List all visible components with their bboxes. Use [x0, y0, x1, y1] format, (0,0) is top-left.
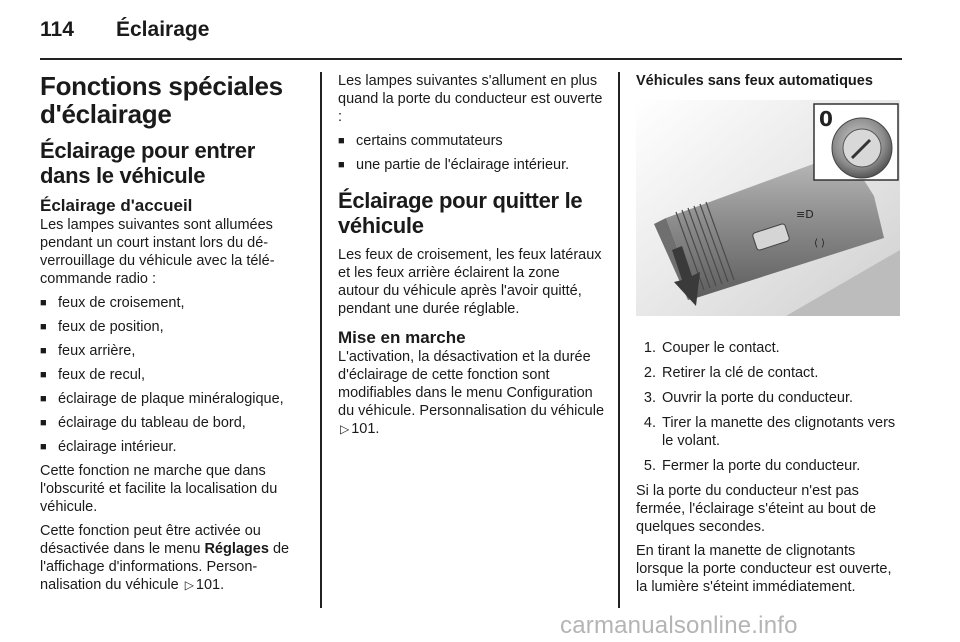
subheading-no-auto-lights: Véhicules sans feux automatiques: [636, 73, 873, 89]
door-lamps-intro: Les lampes suivantes s'allument en plus quand la porte du conducteur est ouverte :: [338, 73, 603, 125]
column-1: [40, 72, 306, 600]
list-item: ■ éclairage intérieur.: [40, 438, 306, 456]
watermark: carmanualsonline.info: [560, 612, 798, 639]
settings-menu-name: Réglages: [204, 541, 269, 557]
column-divider-1: [320, 72, 322, 608]
header-rule: [40, 58, 902, 60]
activation-description: L'activation, la désactivation et la durée d'éclairage de cette fonction sont modifiables dans le menu Configuration du véhicule. Personnalisation du véhicule ▷ 101.: [338, 349, 605, 437]
chapter-title: Éclairage: [116, 18, 210, 41]
step-item: 4. Tirer la manette des clignotants vers le volant.: [643, 415, 896, 449]
list-item: ■ feux de position,: [40, 318, 306, 336]
subsection-title-welcome-lighting: Éclairage d'accueil: [40, 196, 193, 215]
welcome-lighting-intro: Les lampes suivantes sont allumées pendant un court instant lors du déverrouillage du véhicule avec la télécommande radio :: [40, 217, 275, 287]
list-item: ■ feux de croisement,: [40, 294, 306, 312]
main-title: Fonctions spéciales d'éclairage: [40, 71, 283, 129]
page-header: [40, 18, 209, 48]
settings-note: Cette fonction peut être activée ou désactivée dans le menu Réglages de l'affichage d'informations. Personnalisation du véhicule ▷ 101.: [40, 523, 290, 593]
svg-text:⟨ ⟩: ⟨ ⟩: [814, 238, 825, 249]
svg-text:≡D: ≡D: [796, 208, 814, 221]
column-divider-2: [618, 72, 620, 608]
page-reference[interactable]: 101.: [195, 577, 225, 593]
stalk-pull-note: En tirant la manette de clignotants lorsque la porte conducteur est ouverte, la lumière s'éteint immédiatement.: [636, 543, 892, 595]
section-title-exit-lighting: Éclairage pour quitter le véhicule: [338, 188, 583, 238]
list-item: ■ éclairage du tableau de bord,: [40, 414, 306, 432]
door-open-note: Si la porte du conducteur n'est pas fermée, l'éclairage s'éteint au bout de quelques secondes.: [636, 483, 877, 535]
list-item: ■ certains commutateurs: [338, 132, 604, 150]
step-item: 5. Fermer la porte du conducteur.: [643, 458, 861, 474]
exit-lighting-description: Les feux de croisement, les feux latéraux et les feux arrière éclairent la zone autour du véhicule après l'avoir quitté, pendant une durée réglable.: [338, 247, 602, 317]
page-ref-arrow-icon: ▷: [340, 422, 350, 436]
page-number: 114: [40, 18, 74, 41]
step-item: 1. Couper le contact.: [643, 340, 780, 356]
subsection-title-activation: Mise en marche: [338, 328, 466, 347]
list-item: ■ une partie de l'éclairage intérieur.: [338, 156, 604, 174]
door-lamps-list: [338, 132, 604, 174]
list-item: ■ feux de recul,: [40, 366, 306, 384]
step-item: 2. Retirer la clé de contact.: [643, 365, 819, 381]
welcome-lamps-list: [40, 294, 306, 456]
procedure-steps: [636, 339, 902, 475]
turn-signal-stalk-illustration: [636, 100, 900, 316]
page-ref-arrow-icon: ▷: [184, 578, 194, 592]
column-3: [636, 72, 902, 602]
list-item: ■ éclairage de plaque minéralogique,: [40, 390, 306, 408]
page-reference[interactable]: 101.: [351, 421, 380, 437]
darkness-note: Cette fonction ne marche que dans l'obscurité et facilite la localisation du véhicule.: [40, 463, 278, 515]
step-item: 3. Ouvrir la porte du conducteur.: [643, 390, 854, 406]
list-item: ■ feux arrière,: [40, 342, 306, 360]
column-2: [338, 72, 604, 444]
section-title-entry-lighting: Éclairage pour entrer dans le véhicule: [40, 138, 256, 188]
inset-label: 0: [819, 107, 833, 131]
